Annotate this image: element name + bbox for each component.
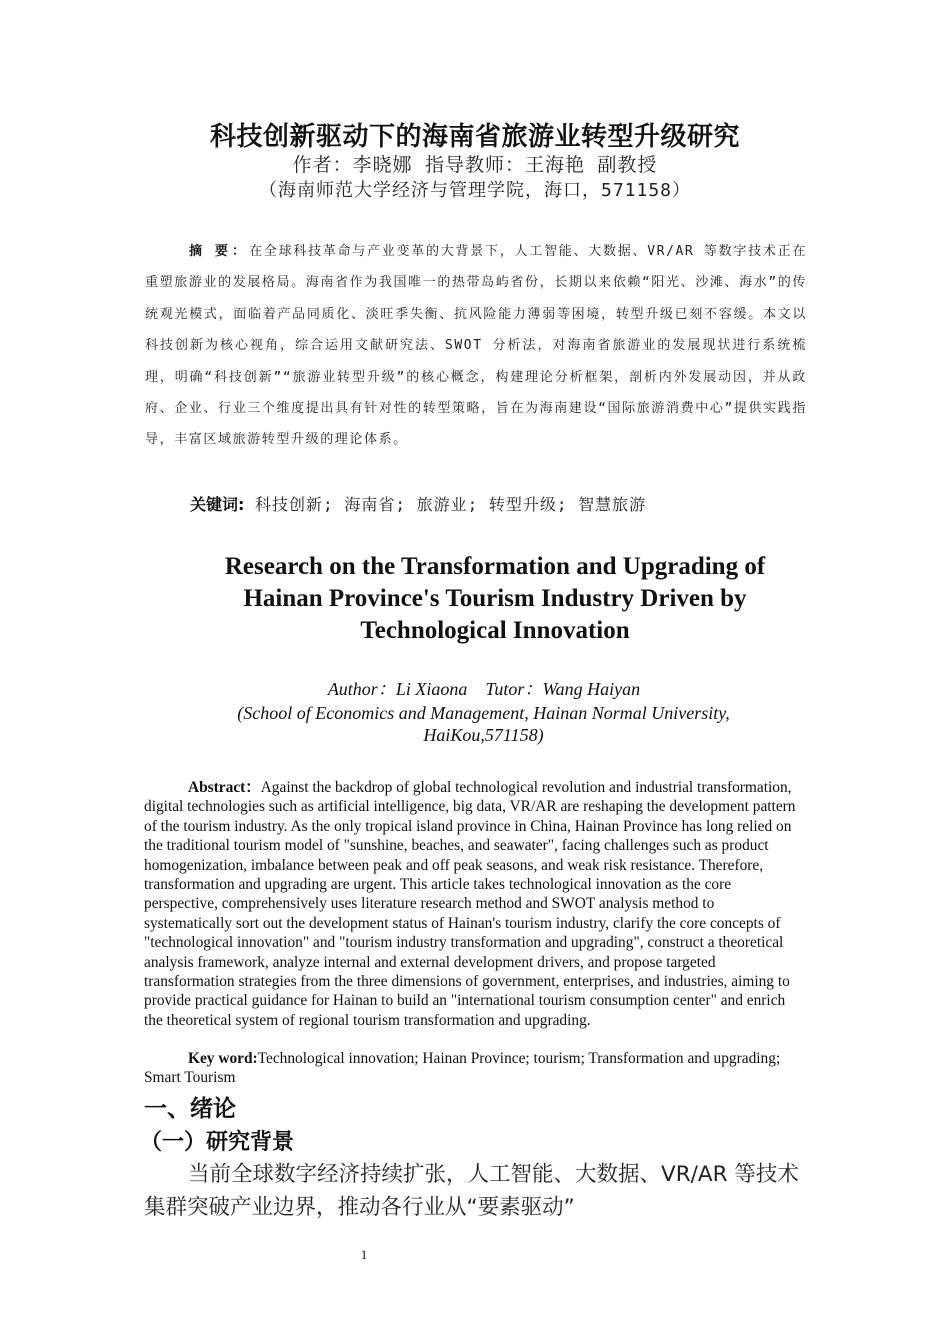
subsection-heading: （一）研究背景 bbox=[140, 1130, 295, 1155]
english-author-line: Author：Li Xiaona Tutor：Wang Haiyan bbox=[327, 679, 641, 699]
english-keywords-label: Key word: bbox=[188, 1050, 258, 1067]
english-abstract bbox=[144, 778, 806, 1030]
chinese-abstract bbox=[145, 236, 807, 456]
chinese-keywords-text: 科技创新; 海南省; 旅游业; 转型升级; 智慧旅游 bbox=[255, 495, 647, 514]
chinese-abstract-label: 摘 要： bbox=[189, 244, 250, 259]
english-title: Research on the Transformation and Upgrading of Hainan Province's Tourism Industry Driven by Technological Innovation bbox=[224, 553, 766, 644]
chinese-keywords-label: 关键词: bbox=[190, 495, 245, 514]
body-paragraph: 当前全球数字经济持续扩张，人工智能、大数据、VR/AR 等技术集群突破产业边界，推动各行业从“要素驱动” bbox=[144, 1162, 799, 1220]
english-affiliation: (School of Economics and Management, Hainan Normal University, HaiKou,571158) bbox=[237, 703, 730, 745]
chinese-title: 科技创新驱动下的海南省旅游业转型升级研究 bbox=[209, 122, 740, 152]
chinese-keywords bbox=[190, 492, 810, 515]
english-keywords-text: Technological innovation; Hainan Province; tourism; Transformation and upgrading; Smart Tourism bbox=[144, 1050, 781, 1087]
section-heading: 一、绪论 bbox=[144, 1096, 236, 1122]
chinese-author-line: 作者：李晓娜 指导教师：王海艳 副教授 bbox=[292, 154, 658, 176]
english-abstract-text: Against the backdrop of global technological revolution and industrial transformation, digital technologies such as artificial intelligence, big data, VR/AR are reshaping the development pattern of the tourism industry. As the only tropical island province in China, Hainan Province has long relied on the traditional tourism model of "sunshine, beaches, and seawater", facing challenges such as product homogenization, imbalance between peak and off peak seasons, and weak risk resistance. Therefore, transformation and upgrading are urgent. This article takes technological innovation as the core perspective, comprehensively uses literature research method and SWOT analysis method to systematically sort out the development status of Hainan's tourism industry, clarify the core concepts of "technological innovation" and "tourism industry transformation and upgrading", construct a theoretical analysis framework, analyze internal and external development drivers, and propose targeted transformation strategies from the three dimensions of government, enterprises, and industries, aiming to provide practical guidance for Hainan to build an "international tourism consumption center" and enrich the theoretical system of regional tourism transformation and upgrading. bbox=[144, 779, 796, 1029]
chinese-affiliation: （海南师范大学经济与管理学院，海口，571158） bbox=[258, 180, 692, 201]
page-number: 1 bbox=[360, 1247, 368, 1262]
english-abstract-label: Abstract： bbox=[188, 779, 261, 796]
english-keywords bbox=[144, 1049, 806, 1088]
chinese-abstract-text: 在全球科技革命与产业变革的大背景下，人工智能、大数据、VR/AR 等数字技术正在重塑旅游业的发展格局。海南省作为我国唯一的热带岛屿省份，长期以来依赖“阳光、沙滩、海水”的传统观光模式，面临着产品同质化、淡旺季失衡、抗风险能力薄弱等困境，转型升级已刻不容缓。本文以科技创新为核心视角，综合运用文献研究法、SWOT 分析法，对海南省旅游业的发展现状进行系统梳理，明确“科技创新”“旅游业转型升级”的核心概念，构建理论分析框架，剖析内外发展动因，并从政府、企业、行业三个维度提出具有针对性的转型策略，旨在为海南建设“国际旅游消费中心”提供实践指导，丰富区域旅游转型升级的理论体系。 bbox=[145, 244, 807, 448]
